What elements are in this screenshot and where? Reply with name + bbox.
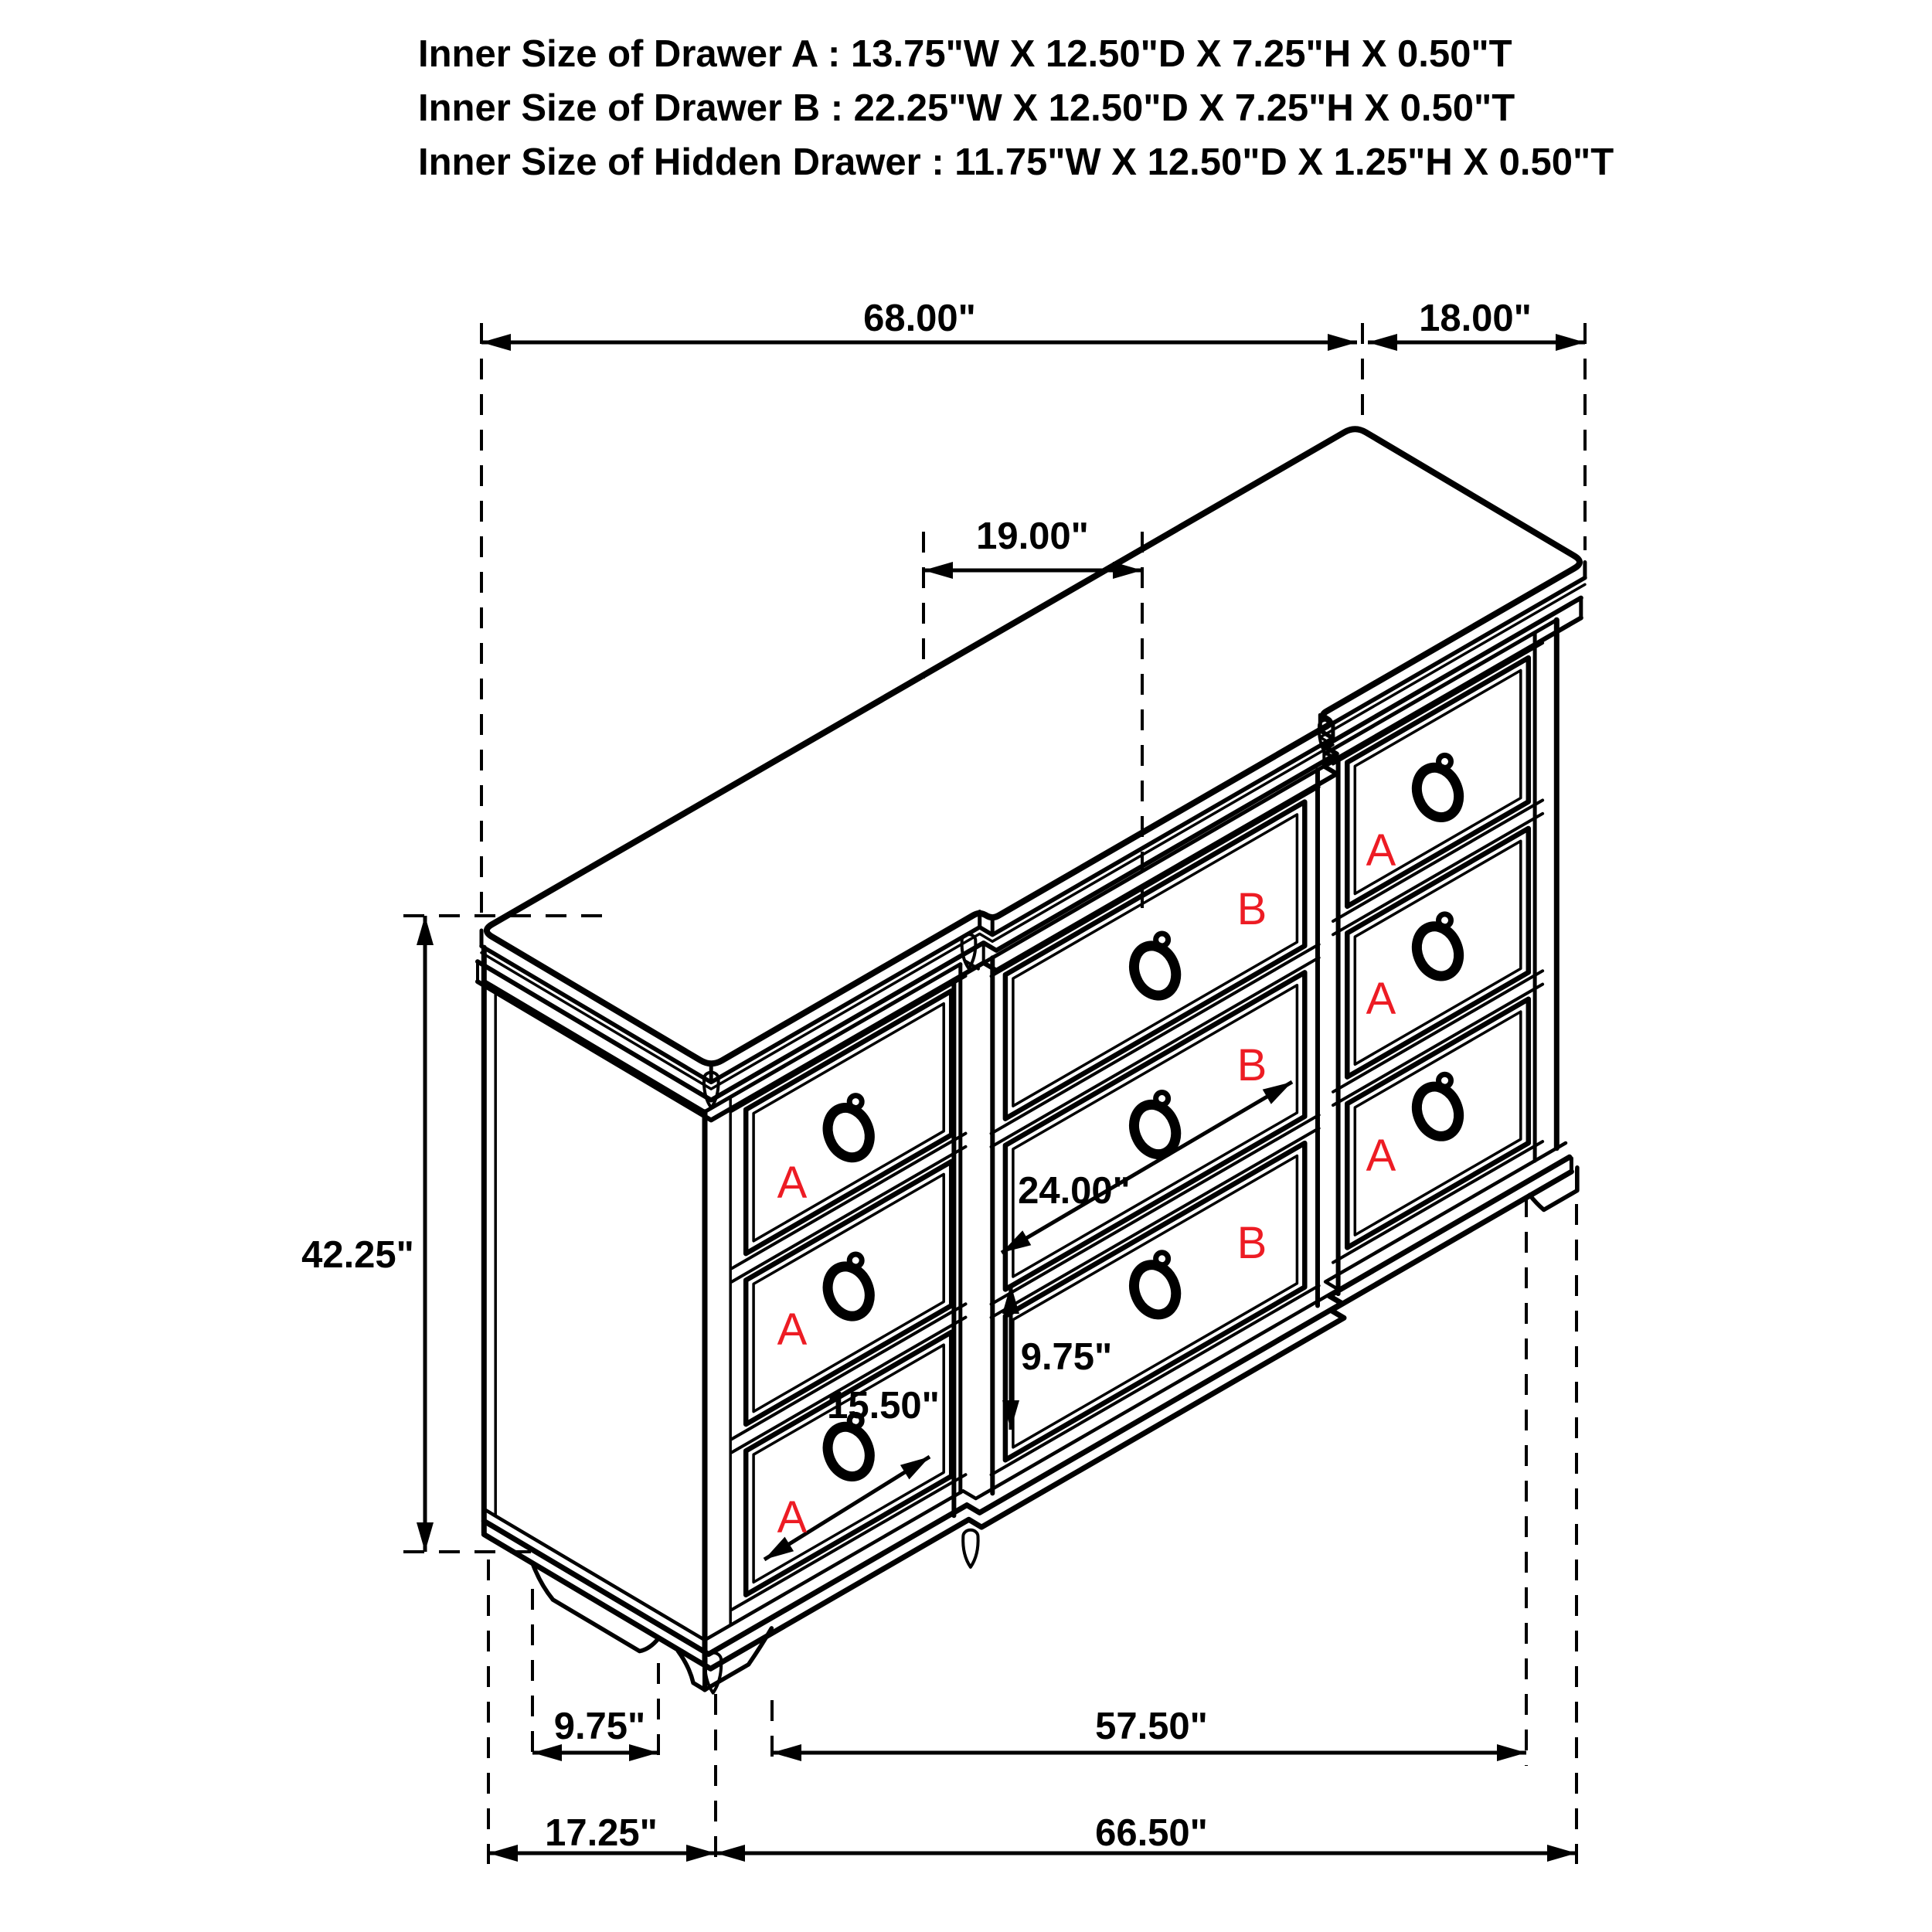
drawer-label-center-1: B <box>1236 884 1267 934</box>
dim-label-center-depth: 19.00" <box>976 515 1089 557</box>
header-line-2: Inner Size of Drawer B : 22.25"W X 12.50"D X 7.25"H X 0.50"T <box>418 87 1515 129</box>
drawer-label-left-2: A <box>777 1304 808 1355</box>
drawer-label-center-2: B <box>1236 1040 1267 1090</box>
drawer-label-right-2: A <box>1366 974 1396 1024</box>
dim-label-top-width: 68.00" <box>863 298 976 339</box>
dimension-lines <box>417 334 1585 1862</box>
dim-label-side-foot-width: 9.75" <box>553 1706 646 1747</box>
spec-header <box>418 33 1614 183</box>
drawer-label-left-1: A <box>777 1158 808 1208</box>
dim-label-base-width: 66.50" <box>1095 1812 1208 1854</box>
drawer-label-right-1: A <box>1366 825 1396 876</box>
dim-label-front-feet-span: 57.50" <box>1095 1706 1208 1747</box>
dim-label-drawer-b-width: 24.00" <box>1018 1170 1131 1212</box>
dim-label-height: 42.25" <box>301 1234 414 1276</box>
dim-label-drawer-a-width: 15.50" <box>827 1385 940 1427</box>
iso-linework <box>478 429 1585 1692</box>
header-line-1: Inner Size of Drawer A : 13.75"W X 12.50"D X 7.25"H X 0.50"T <box>418 33 1512 75</box>
drawer-label-center-3: B <box>1236 1218 1267 1268</box>
dim-label-base-depth: 17.25" <box>545 1812 658 1854</box>
drawer-label-right-3: A <box>1366 1131 1396 1181</box>
drawer-label-left-3: A <box>777 1492 808 1543</box>
dim-label-opening-height: 9.75" <box>1020 1336 1113 1378</box>
header-line-3: Inner Size of Hidden Drawer : 11.75"W X 12.50"D X 1.25"H X 0.50"T <box>418 141 1614 183</box>
dim-label-right-depth: 18.00" <box>1419 298 1532 339</box>
